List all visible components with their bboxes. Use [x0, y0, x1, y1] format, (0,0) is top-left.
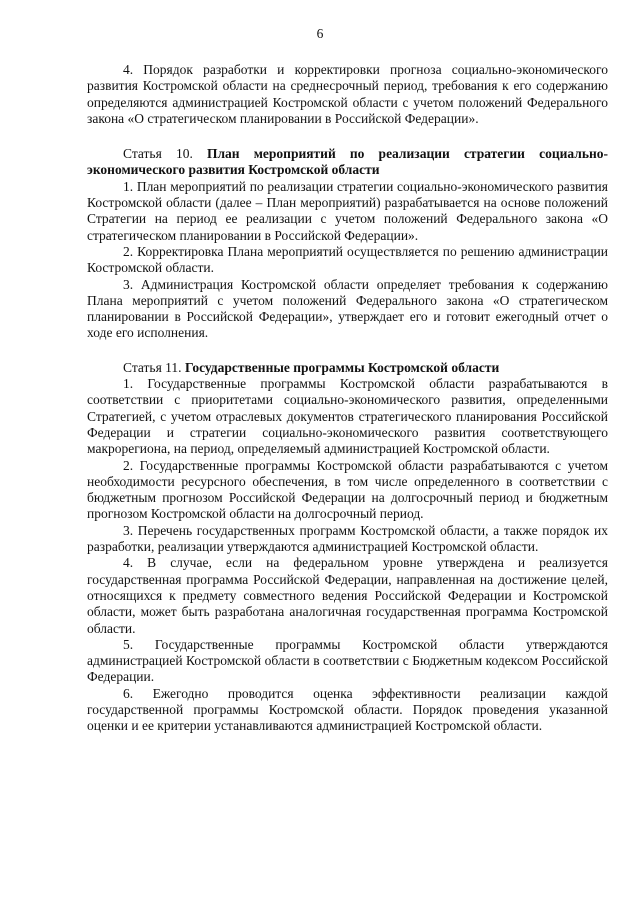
- article-11-paragraph-4: 4. В случае, если на федеральном уровне утверждена и реализуется государственная программа Российской Федерации, направленная на достижение целей, относящихся к предмету совместного ведения Российской Федерации и Костромской области, может быть разработана аналогичная государственная программа Костромской области.: [87, 555, 608, 636]
- paragraph-forecast-4: 4. Порядок разработки и корректировки прогноза социально-экономического развития Костромской области на среднесрочный период, требования к его содержанию определяются администрацией Костромской области с учетом положений Федерального закона «О стратегическом планировании в Российской Федерации».: [87, 62, 608, 126]
- article-11-paragraph-2: 2. Государственные программы Костромской области разрабатываются с учетом необходимости ресурсного обеспечения, в том числе определенного в соответствии с бюджетным прогнозом Российской Федерации на долгосрочный период и бюджетным прогнозом Костромской области на долгосрочный период.: [87, 457, 608, 522]
- article-10-paragraph-2: 2. Корректировка Плана мероприятий осуществляется по решению администрации Костромской области.: [87, 243, 608, 276]
- article-11-paragraph-6: 6. Ежегодно проводится оценка эффективности реализации каждой государственной программы Костромской области. Порядок проведения указанной оценки и ее критерии устанавливаются администрацией Костромской области.: [87, 685, 608, 734]
- page-number: 6: [316, 26, 324, 41]
- article-11-paragraph-3: 3. Перечень государственных программ Костромской области, а также порядок их разработки, реализации утверждаются администрацией Костромской области.: [87, 522, 608, 555]
- article-11-paragraph-5: 5. Государственные программы Костромской области утверждаются администрацией Костромской области в соответствии с Бюджетным кодексом Российской Федерации.: [87, 636, 608, 685]
- article-11-number: Статья 11.: [123, 359, 185, 375]
- article-10-heading: [87, 146, 608, 179]
- article-11-paragraph-1: 1. Государственные программы Костромской области разрабатываются в соответствии с приоритетами социально-экономического развития, определенными Стратегией, с учетом отраслевых документов стратегического планирования Российской Федерации и стратегии социально-экономического развития соответствующего макрорегиона, на период, определяемый администрацией Костромской области.: [87, 376, 608, 457]
- article-10-paragraph-1: 1. План мероприятий по реализации стратегии социально-экономического развития Костромской области (далее – План мероприятий) разрабатывается на основе положений Стратегии на период ее реализации с учетом положений Федерального закона «О стратегическом планировании в Российской Федерации».: [87, 178, 608, 243]
- article-10-number: Статья 10.: [123, 146, 207, 162]
- article-10-title: План мероприятий по реализации стратегии социально-экономического развития Костромской области: [87, 146, 608, 178]
- article-11-heading: [87, 360, 608, 376]
- document-body: [87, 62, 608, 735]
- section-gap: [87, 342, 608, 360]
- article-10-paragraph-3: 3. Администрация Костромской области определяет требования к содержанию Плана мероприятий с учетом положений Федерального закона «О стратегическом планировании в Российской Федерации», утверждает его и готовит ежегодный отчет о ходе его исполнения.: [87, 276, 608, 341]
- article-11-title: Государственные программы Костромской области: [184, 359, 500, 375]
